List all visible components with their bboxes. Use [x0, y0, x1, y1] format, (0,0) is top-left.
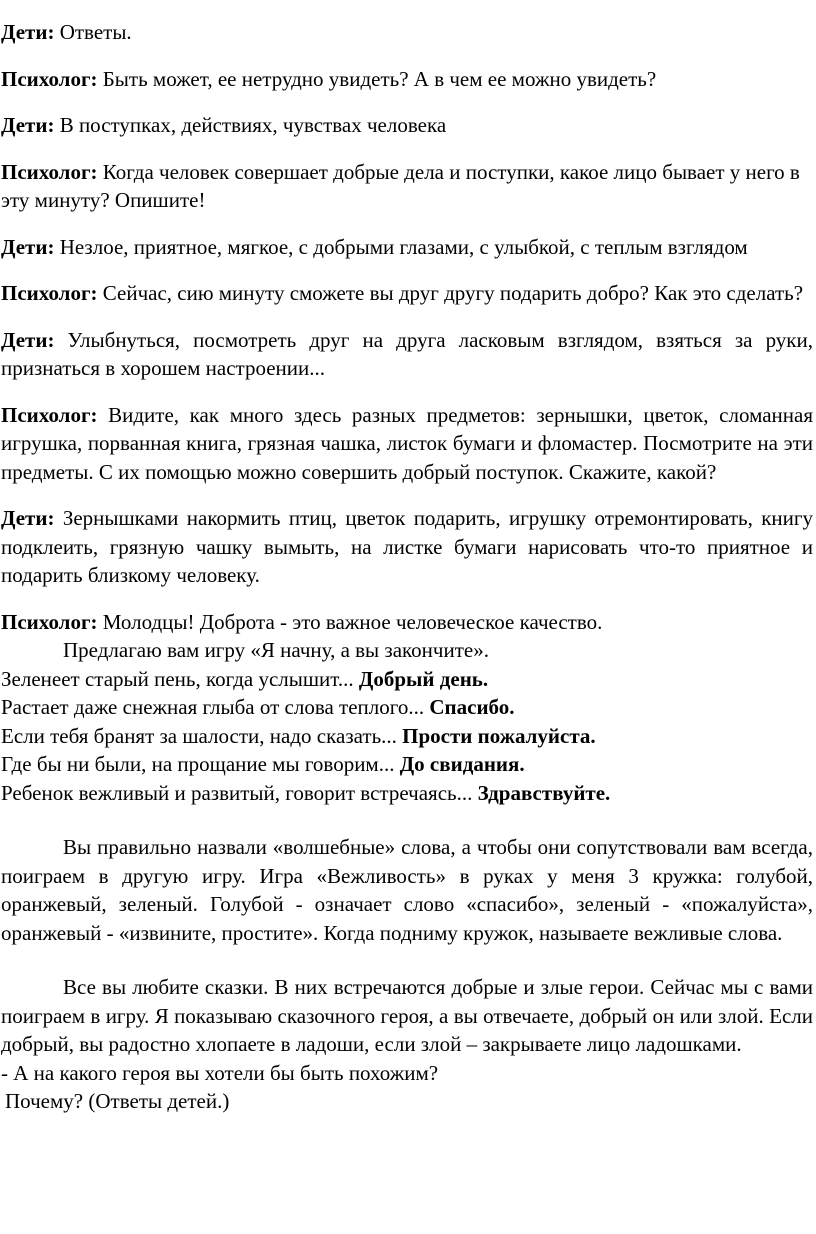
game-line [1, 750, 813, 779]
document-page [1, 18, 813, 1116]
speaker-label: Дети: [1, 234, 55, 259]
dialogue-line [1, 279, 813, 308]
game-line [1, 722, 813, 751]
line-text: Сейчас, сию минуту сможете вы друг другу подарить добро? Как это сделать? [97, 281, 804, 305]
game-intro: Предлагаю вам игру «Я начну, а вы закончите». [63, 638, 489, 662]
dialogue-line [1, 158, 813, 215]
speaker-label: Дети: [1, 506, 55, 530]
game-line [1, 693, 813, 722]
speaker-label: Психолог: [1, 66, 98, 91]
game-line [1, 779, 813, 808]
dialogue-line [1, 401, 813, 487]
line-text: Незлое, приятное, мягкое, с добрыми глазами, с улыбкой, с теплым взглядом [54, 234, 748, 259]
game-answer: Прости пожалуйста. [402, 723, 596, 748]
game-answer: Добрый день. [358, 666, 489, 691]
line-text: Зернышками накормить птиц, цветок подарить, игрушку отремонтировать, книгу подклеить, грязную чашку вымыть, на листке бумаги нарисовать что-то приятное и подарить близкому человеку. [1, 506, 813, 587]
fairy-tales-paragraph: Все вы любите сказки. В них встречаются добрые и злые герои. Сейчас мы с вами поиграем в игру. Я показываю сказочного героя, а вы отвечаете, добрый он или злой. Если добрый, вы радостно хлопаете в ладоши, если злой – закрываете лицо ладошками. [1, 975, 813, 1056]
speaker-label: Психолог: [1, 402, 98, 427]
game-prompt: Зеленеет старый пень, когда услышит... [1, 666, 359, 691]
line-text: Видите, как много здесь разных предметов: зернышки, цветок, сломанная игрушка, порванная книга, грязная чашка, листок бумаги и фломастер. Посмотрите на эти предметы. С их помощью можно совершить добрый поступок. Скажите, какой? [1, 402, 813, 484]
dialogue-line [1, 65, 813, 94]
line-text: Ответы. [54, 20, 132, 44]
dialogue-line [1, 608, 813, 637]
game-answer: До свидания. [399, 752, 525, 776]
game-prompt: Где бы ни были, на прощание мы говорим... [1, 752, 400, 776]
game-answer: Спасибо. [429, 695, 515, 719]
game-prompt: Если тебя бранят за шалости, надо сказать... [1, 723, 403, 748]
politeness-paragraph: Вы правильно назвали «волшебные» слова, а чтобы они сопутствовали вам всегда, поиграем в другую игру. Игра «Вежливость» в руках у меня 3 кружка: голубой, оранжевый, зеленый. Голубой - означает слово «спасибо», зеленый - «пожалуйста», оранжевый - «извините, простите». Когда подниму кружок, называете вежливые слова. [1, 835, 813, 945]
question-line: - А на какого героя вы хотели бы быть похожим? [1, 1060, 439, 1085]
line-text: Улыбнуться, посмотреть друг на друга ласковым взглядом, взяться за руки, признаться в хорошем настроении... [1, 327, 813, 380]
line-text: В поступках, действиях, чувствах человека [54, 113, 447, 137]
dialogue-line [1, 18, 813, 47]
game-line [1, 665, 813, 694]
line-text: Молодцы! Доброта - это важное человеческое качество. [97, 609, 603, 634]
game-prompt: Растает даже снежная глыба от слова теплого... [1, 695, 430, 719]
speaker-label: Психолог: [1, 159, 98, 184]
speaker-label: Психолог: [1, 609, 98, 634]
dialogue-line [1, 326, 813, 383]
dialogue-line [1, 233, 813, 262]
game-answer: Здравствуйте. [477, 780, 611, 805]
line-text: Когда человек совершает добрые дела и поступки, какое лицо бывает у него в эту минуту? Опишите! [1, 159, 800, 212]
speaker-label: Дети: [1, 327, 55, 352]
speaker-label: Дети: [1, 113, 55, 137]
why-line: Почему? (Ответы детей.) [5, 1089, 230, 1113]
dialogue-line [1, 111, 813, 140]
speaker-label: Дети: [1, 20, 55, 44]
game-prompt: Ребенок вежливый и развитый, говорит встречаясь... [1, 780, 478, 805]
speaker-label: Психолог: [1, 281, 98, 305]
dialogue-line [1, 504, 813, 590]
line-text: Быть может, ее нетрудно увидеть? А в чем ее можно увидеть? [97, 66, 657, 91]
